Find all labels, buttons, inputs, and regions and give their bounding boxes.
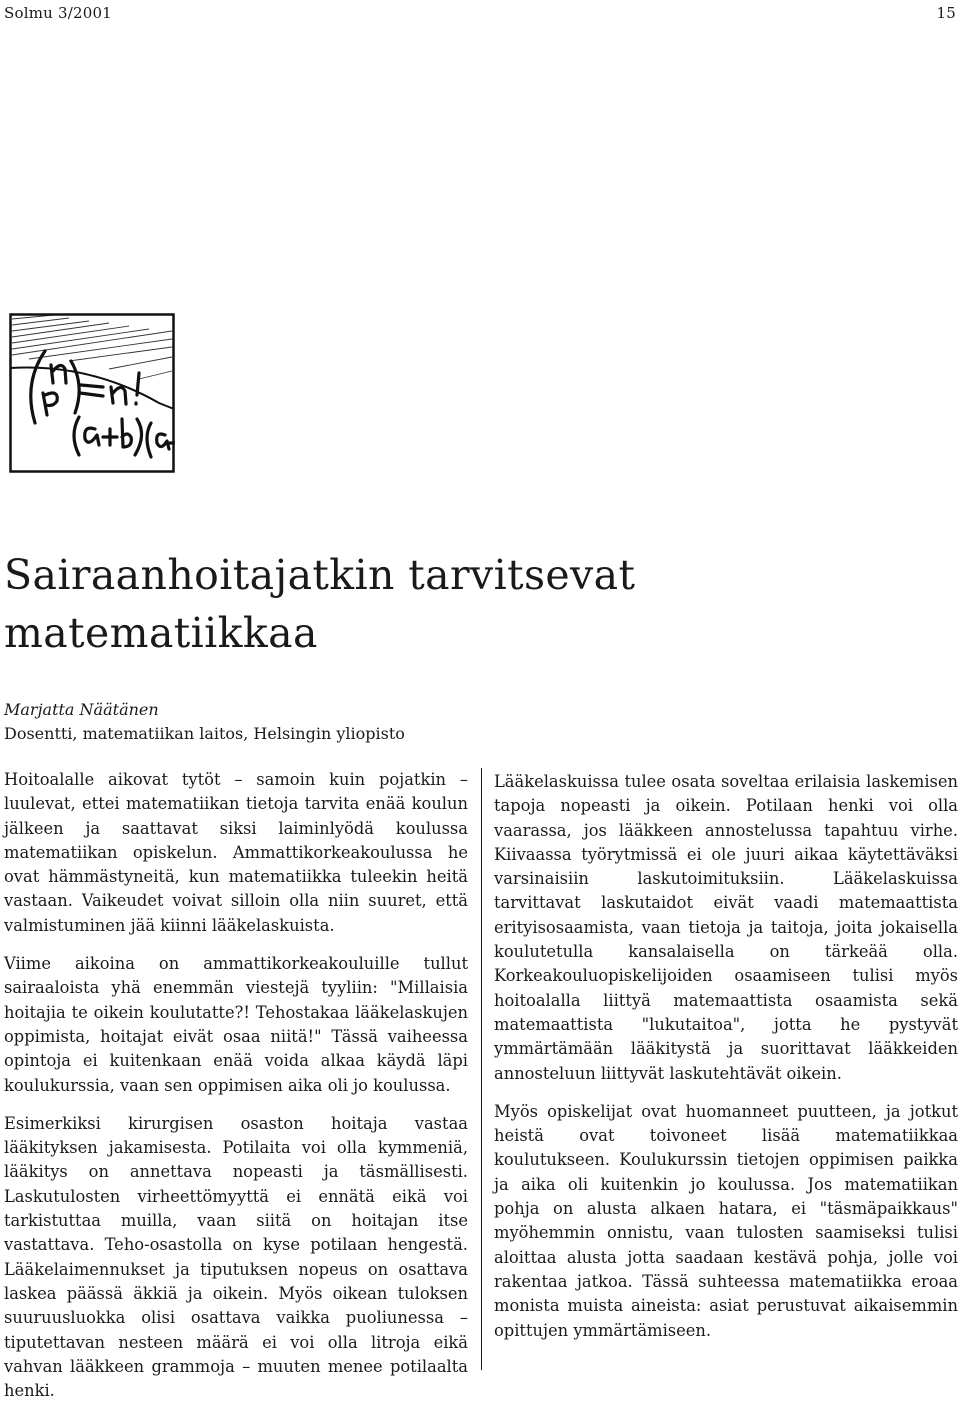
- column-divider: [481, 768, 482, 1370]
- author-affiliation: Dosentti, matematiikan laitos, Helsingin yliopisto: [4, 724, 405, 743]
- journal-issue: Solmu 3/2001: [4, 4, 112, 22]
- handwritten-formula-illustration: [9, 313, 175, 473]
- article-title: Sairaanhoitajatkin tarvitsevat matematiikkaa: [4, 551, 636, 657]
- paragraph: Hoitoalalle aikovat tytöt – samoin kuin pojatkin – luulevat, ettei matematiikan tietoja tarvita enää koulun jälkeen ja saattavat siksi laiminlyödä koulussa matematiikan opiskelun. Ammattikorkeakoulussa he ovat hämmästyneitä, kun matematiikka tuleekin heitä vastaan. Vaikeudet voivat silloin olla niin suuret, että valmistuminen jää kiinni lääkelaskuista.: [4, 770, 468, 935]
- paragraph: Esimerkiksi kirurgisen osaston hoitaja vastaa lääkityksen jakamisesta. Potilaita voi olla kymmeniä, lääkitys on annettava nopeasti ja täsmällisesti. Laskutulosten virheettömyyttä ei ennätä eikä voi tarkistuttaa muilla, vaan siitä on hoitajan itse vastattava. Teho-osastolla on kyse potilaan hengestä. Lääkelaimennukset ja tiputuksen nopeus on osattava laskea päässä äkkiä ja oikein. Myös oikean tuloksen suuruusluokka olisi osattava vaikka puoliunessa – tiputettavan nesteen määrä ei voi olla litroja eikä vahvan lääkkeen grammoja – muuten menee potilaalta henki.: [4, 1113, 468, 1401]
- page-header: [4, 4, 956, 24]
- paragraph: Myös opiskelijat ovat huomanneet puutteen, ja jotkut heistä ovat toivoneet lisää matematiikkaa koulutukseen. Koulukurssin tietojen oppimisen paikka ja aika oli kuitenkin jo koulussa. Jos matematiikan pohja on alusta alkaen hatara, ei "täsmäpaikkaus" myöhemmin onnistu, vaan tulosten saamiseksi tulisi aloittaa alusta jotta saadaan kestävä pohja, jolle voi rakentaa jatkoa. Tässä suhteessa matematiikka eroaa monista muista aineista: asiat perustuvat aikaisemmin opittujen ymmärtämiseen.: [494, 1101, 958, 1340]
- paragraph: Lääkelaskuissa tulee osata soveltaa erilaisia laskemisen tapoja nopeasti ja oikein. Potilaan henki voi olla vaarassa, jos lääkkeen annostelussa tapahtuu virhe. Kiivaassa työrytmissä ei ole juuri aikaa käytettäväksi varsinaisiin laskutoimituksiin. Lääkelaskuissa tarvittavat laskutaidot eivät vaadi matemaattista erityisosaamista, vaan tietoja ja taitoja, joita jokaisella koulutetulla kansalaisella on tärkeää olla. Korkeakouluopiskelijoiden osaamiseen tulisi myös hoitoalalla liittyä matemaattista osaamista sekä matemaattista "lukutaitoa", jotta he pystyvät ymmärtämään lääkitystä ja suorittavat lääkkeiden annosteluun liittyvät laskutehtävät oikein.: [494, 772, 958, 1083]
- left-column: [4, 768, 468, 1417]
- page-number: 15: [936, 4, 956, 22]
- author-name: Marjatta Näätänen: [4, 700, 159, 719]
- paragraph: Viime aikoina on ammattikorkeakouluille tullut sairaaloista yhä enemmän viestejä tyyliin: "Millaisia hoitajia te oikein koulutatte?! Tehostakaa lääkelaskujen oppimista, hoitajat eivät osaa niitä!" Tässä vaiheessa opintoja ei kuitenkaan enää voida alkaa käydä läpi koulukurssia, vaan sen oppimisen aika oli jo koulussa.: [4, 954, 468, 1095]
- author-block: [4, 698, 405, 746]
- right-column: [494, 770, 958, 1357]
